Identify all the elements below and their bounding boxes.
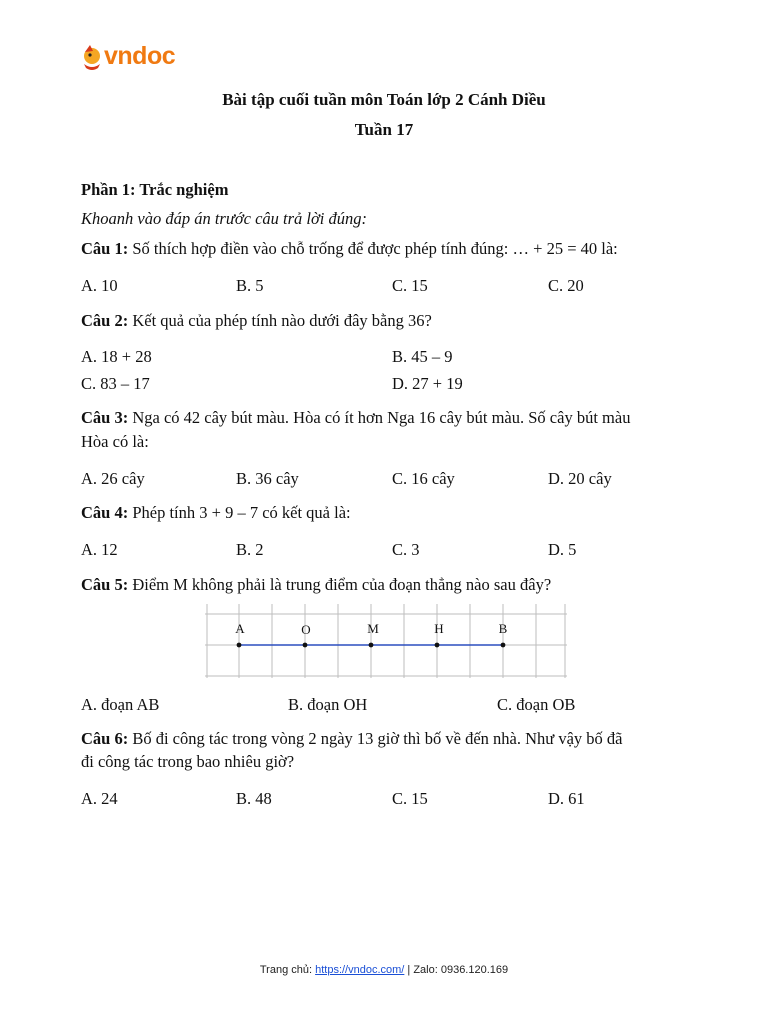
option-q1-c[interactable]: C. 15 bbox=[392, 276, 428, 295]
segment-grid-figure bbox=[205, 604, 567, 678]
question-1 bbox=[81, 239, 618, 259]
footer-prefix: Trang chủ: bbox=[259, 964, 316, 976]
question-label: Câu 6: bbox=[81, 729, 129, 748]
option-q4-c[interactable]: C. 3 bbox=[392, 540, 420, 559]
footer-contact: | Zalo: 0936.120.169 bbox=[404, 964, 509, 976]
option-q5-a[interactable]: A. đoạn AB bbox=[81, 695, 160, 714]
point-m-label: M bbox=[367, 621, 379, 636]
page-subtitle: Tuần 17 bbox=[354, 120, 414, 139]
question-label: Câu 5: bbox=[81, 575, 129, 594]
point-m-dot bbox=[369, 643, 374, 648]
logo-mascot-icon bbox=[80, 42, 106, 72]
option-q2-a[interactable]: A. 18 + 28 bbox=[81, 347, 152, 366]
option-q3-d[interactable]: D. 20 cây bbox=[548, 469, 612, 488]
question-2 bbox=[81, 311, 432, 331]
question-3 bbox=[81, 408, 630, 428]
option-q3-a[interactable]: A. 26 cây bbox=[81, 469, 145, 488]
question-6 bbox=[81, 729, 622, 749]
question-text: Số thích hợp điền vào chỗ trống để được phép tính đúng: … + 25 = 40 là: bbox=[128, 239, 618, 258]
point-a-label: A bbox=[235, 621, 245, 636]
point-o-dot bbox=[303, 643, 308, 648]
point-o-label: O bbox=[301, 622, 311, 637]
option-q3-c[interactable]: C. 16 cây bbox=[392, 469, 455, 488]
option-q1-d[interactable]: C. 20 bbox=[548, 276, 584, 295]
question-text: Điểm M không phải là trung điểm của đoạn thẳng nào sau đây? bbox=[128, 575, 552, 594]
page-title: Bài tập cuối tuần môn Toán lớp 2 Cánh Diều bbox=[222, 90, 546, 109]
option-q2-c[interactable]: C. 83 – 17 bbox=[81, 374, 150, 393]
option-q1-b[interactable]: B. 5 bbox=[236, 276, 264, 295]
option-q2-d[interactable]: D. 27 + 19 bbox=[392, 374, 463, 393]
question-text: Nga có 42 cây bút màu. Hòa có ít hơn Nga 16 cây bút màu. Số cây bút màu bbox=[128, 408, 631, 427]
question-label: Câu 4: bbox=[81, 503, 129, 522]
option-q5-c[interactable]: C. đoạn OB bbox=[497, 695, 576, 714]
option-q2-b[interactable]: B. 45 – 9 bbox=[392, 347, 453, 366]
question-4 bbox=[81, 503, 351, 523]
option-q4-a[interactable]: A. 12 bbox=[81, 540, 118, 559]
option-q1-a[interactable]: A. 10 bbox=[81, 276, 118, 295]
section-instruction: Khoanh vào đáp án trước câu trả lời đúng: bbox=[81, 209, 368, 228]
question-3-continued: Hòa có là: bbox=[81, 432, 149, 451]
logo-text: vndoc bbox=[104, 42, 176, 70]
homepage-link[interactable]: https://vndoc.com/ bbox=[315, 964, 405, 976]
option-q4-b[interactable]: B. 2 bbox=[236, 540, 264, 559]
option-q6-a[interactable]: A. 24 bbox=[81, 789, 118, 808]
question-5 bbox=[81, 575, 551, 595]
option-q4-d[interactable]: D. 5 bbox=[548, 540, 577, 559]
question-text: Bố đi công tác trong vòng 2 ngày 13 giờ thì bố về đến nhà. Như vậy bố đã bbox=[128, 729, 623, 748]
question-label: Câu 2: bbox=[81, 311, 129, 330]
point-h-dot bbox=[435, 643, 440, 648]
point-b-dot bbox=[501, 643, 506, 648]
option-q6-b[interactable]: B. 48 bbox=[236, 789, 272, 808]
question-label: Câu 1: bbox=[81, 239, 129, 258]
option-q6-c[interactable]: C. 15 bbox=[392, 789, 428, 808]
vndoc-logo bbox=[80, 40, 190, 74]
option-q5-b[interactable]: B. đoạn OH bbox=[288, 695, 368, 714]
question-text: Kết quả của phép tính nào dưới đây bằng 36? bbox=[128, 311, 432, 330]
point-h-label: H bbox=[434, 621, 444, 636]
option-q6-d[interactable]: D. 61 bbox=[548, 789, 585, 808]
question-label: Câu 3: bbox=[81, 408, 129, 427]
question-text: Phép tính 3 + 9 – 7 có kết quả là: bbox=[128, 503, 351, 522]
point-b-label: B bbox=[498, 621, 508, 636]
section-heading: Phần 1: Trắc nghiệm bbox=[81, 180, 229, 199]
page-footer bbox=[0, 964, 768, 976]
option-q3-b[interactable]: B. 36 cây bbox=[236, 469, 299, 488]
question-6-continued: đi công tác trong bao nhiêu giờ? bbox=[81, 752, 295, 771]
point-a-dot bbox=[237, 643, 242, 648]
